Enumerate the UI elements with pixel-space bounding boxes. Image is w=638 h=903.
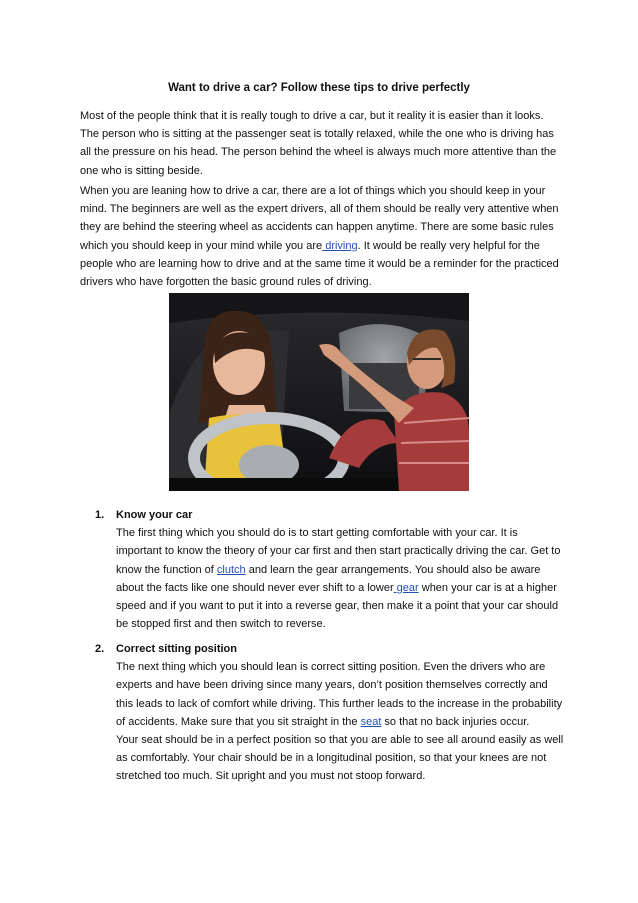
item-text-part: The next thing which you should lean is correct sitting position. Even the drivers who are experts and have been driving since many years, don’t position themselves correctly and this leads to lack of comfort while driving. This further leads to the increase in the probability of accidents. Make sure that you sit straight in the <box>116 661 563 728</box>
list-item-text <box>116 658 566 731</box>
second-paragraph <box>80 182 562 291</box>
list-item-body <box>116 506 566 633</box>
item-text-part: so that no back injuries occur. <box>381 715 530 728</box>
list-item-text: Your seat should be in a perfect position so that you are able to see all around easily as well as comfortably. Your chair should be in a longitudinal position, so that your knees are not stretched too much. Sit upright and you must not stoop forward. <box>116 734 564 783</box>
item-text-part: and learn the gear arrangements. You should also be aware about the facts like one should never ever shift to a lower <box>116 563 541 594</box>
seat-link[interactable]: seat <box>360 715 382 728</box>
list-number: 1. <box>95 509 105 521</box>
gear-link[interactable]: gear <box>393 581 419 594</box>
document-title: Want to drive a car? Follow these tips to drive perfectly <box>168 82 470 94</box>
item-text-part: The first thing which you should do is to start getting comfortable with your car. It is important to know the theory of your car first and then start practically driving the car. Get to know the function of <box>116 527 561 576</box>
list-item-title: Correct sitting position <box>116 643 237 655</box>
clutch-link[interactable]: clutch <box>216 563 246 576</box>
list-item-text <box>116 524 566 633</box>
list-number: 2. <box>95 643 105 655</box>
photo-illustration <box>169 293 469 491</box>
paragraph-text: When you are leaning how to drive a car, there are a lot of things which you should keep in your mind. The beginners are well as the expert drivers, all of them should be really very attentive when they are behind the steering wheel as accidents can happen anytime. There are some basic rules which you should keep in your mind while you are <box>80 185 559 252</box>
intro-paragraph: Most of the people think that it is really tough to drive a car, but it reality it is easier than it looks. The person who is sitting at the passenger seat is totally relaxed, while the one who is driving has all the pressure on his head. The person behind the wheel is always much more attentive than the one who is sitting beside. <box>80 110 557 177</box>
driving-link[interactable]: driving <box>322 239 358 252</box>
list-item-body <box>116 640 566 786</box>
driving-lesson-photo <box>169 293 469 491</box>
paragraph-text: . It would be really very helpful for the people who are learning how to drive and at the same time it would be a reminder for the practiced drivers who have forgotten the basic ground rules of driving. <box>80 239 559 289</box>
item-text-part: when your car is at a higher speed and if you want to put it into a reverse gear, then make it a point that your car should be stopped first and then switch to reverse. <box>116 581 559 631</box>
list-item-title: Know your car <box>116 509 193 521</box>
